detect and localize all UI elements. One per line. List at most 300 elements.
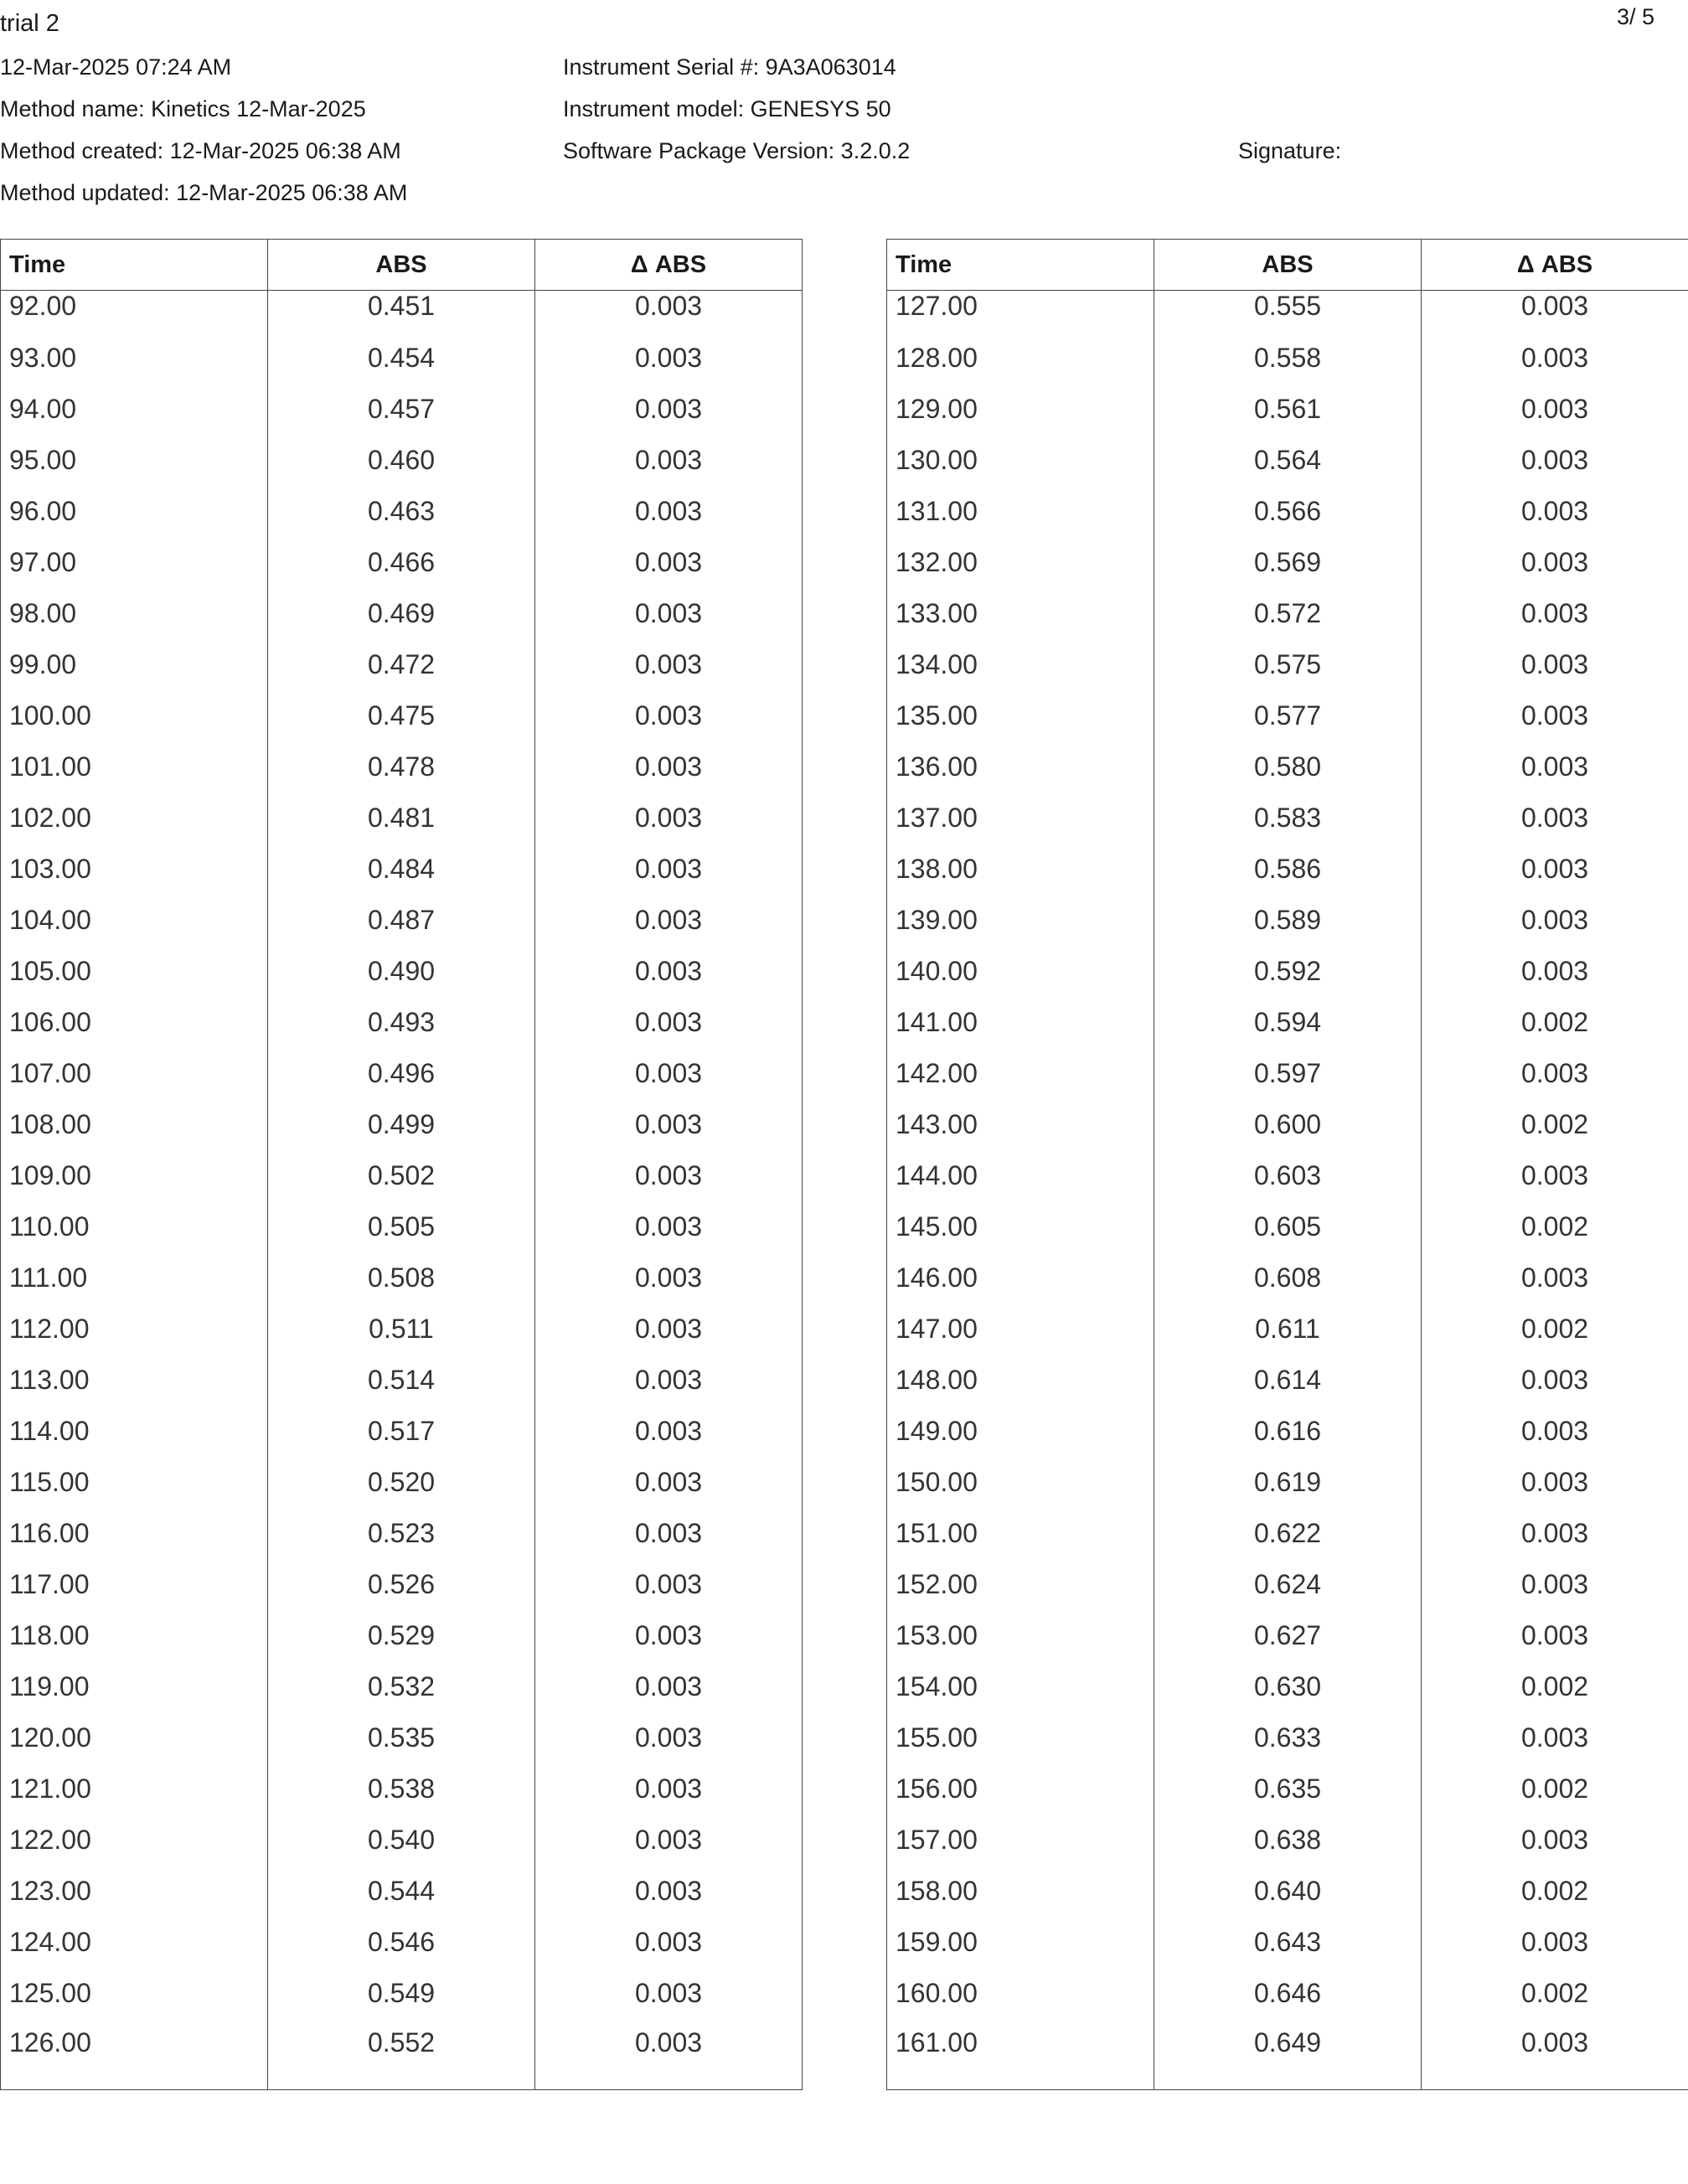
abs-cell: 0.469 <box>268 588 535 639</box>
time-cell: 111.00 <box>1 1252 268 1304</box>
table-row <box>1 1508 803 1559</box>
delta-abs-cell: 0.003 <box>535 435 803 486</box>
delta-abs-cell: 0.003 <box>535 333 803 384</box>
table-row <box>1 639 803 690</box>
time-cell: 150.00 <box>887 1457 1154 1508</box>
table-row <box>887 1661 1688 1712</box>
method-updated: Method updated: 12-Mar-2025 06:38 AM <box>0 180 408 205</box>
report-datetime: 12-Mar-2025 07:24 AM <box>0 54 232 80</box>
abs-cell: 0.538 <box>268 1763 535 1815</box>
delta-abs-cell: 0.003 <box>1422 639 1688 690</box>
table-row <box>1 1201 803 1252</box>
table-row <box>1 997 803 1048</box>
abs-cell: 0.481 <box>268 793 535 844</box>
time-cell: 99.00 <box>1 639 268 690</box>
table-row <box>887 1099 1688 1150</box>
delta-abs-cell: 0.003 <box>535 291 803 333</box>
abs-cell: 0.575 <box>1154 639 1422 690</box>
time-cell: 134.00 <box>887 639 1154 690</box>
table-row <box>887 844 1688 895</box>
time-cell: 126.00 <box>1 2019 268 2090</box>
time-cell: 144.00 <box>887 1150 1154 1201</box>
delta-abs-cell: 0.002 <box>1422 1661 1688 1712</box>
time-cell: 142.00 <box>887 1048 1154 1099</box>
delta-abs-cell: 0.003 <box>1422 1508 1688 1559</box>
table-row <box>1 844 803 895</box>
time-cell: 113.00 <box>1 1355 268 1406</box>
time-cell: 136.00 <box>887 741 1154 793</box>
abs-cell: 0.526 <box>268 1559 535 1610</box>
time-cell: 94.00 <box>1 384 268 435</box>
table-row <box>1 1406 803 1457</box>
time-cell: 92.00 <box>1 291 268 333</box>
table-row <box>1 690 803 741</box>
time-cell: 149.00 <box>887 1406 1154 1457</box>
time-cell: 108.00 <box>1 1099 268 1150</box>
abs-cell: 0.484 <box>268 844 535 895</box>
time-cell: 103.00 <box>1 844 268 895</box>
table-header-row <box>1 240 803 291</box>
delta-abs-cell: 0.003 <box>535 1968 803 2019</box>
abs-cell: 0.546 <box>268 1917 535 1968</box>
abs-cell: 0.493 <box>268 997 535 1048</box>
abs-cell: 0.638 <box>1154 1815 1422 1866</box>
table-row <box>887 1968 1688 2019</box>
table-row <box>887 1406 1688 1457</box>
delta-abs-cell: 0.003 <box>535 741 803 793</box>
delta-abs-cell: 0.002 <box>1422 1968 1688 2019</box>
table-row <box>887 1508 1688 1559</box>
delta-abs-cell: 0.003 <box>1422 741 1688 793</box>
table-row <box>887 1457 1688 1508</box>
column-header-abs: ABS <box>1154 240 1422 291</box>
time-cell: 101.00 <box>1 741 268 793</box>
instrument-serial: Instrument Serial #: 9A3A063014 <box>563 54 896 80</box>
time-cell: 141.00 <box>887 997 1154 1048</box>
time-cell: 138.00 <box>887 844 1154 895</box>
table-row <box>1 1815 803 1866</box>
abs-cell: 0.466 <box>268 537 535 588</box>
table-row <box>887 639 1688 690</box>
table-row <box>1 435 803 486</box>
delta-abs-cell: 0.003 <box>535 537 803 588</box>
time-cell: 112.00 <box>1 1304 268 1355</box>
delta-abs-cell: 0.003 <box>535 1048 803 1099</box>
column-header-abs: ABS <box>268 240 535 291</box>
table-row <box>1 291 803 333</box>
abs-cell: 0.555 <box>1154 291 1422 333</box>
table-row <box>1 1661 803 1712</box>
table-row <box>887 793 1688 844</box>
time-cell: 96.00 <box>1 486 268 537</box>
delta-abs-cell: 0.003 <box>535 1610 803 1661</box>
abs-cell: 0.577 <box>1154 690 1422 741</box>
delta-abs-cell: 0.003 <box>1422 1815 1688 1866</box>
table-row <box>887 1917 1688 1968</box>
table-header-row <box>887 240 1688 291</box>
abs-cell: 0.572 <box>1154 588 1422 639</box>
abs-cell: 0.592 <box>1154 946 1422 997</box>
method-name: Method name: Kinetics 12-Mar-2025 <box>0 96 366 121</box>
time-cell: 157.00 <box>887 1815 1154 1866</box>
abs-cell: 0.605 <box>1154 1201 1422 1252</box>
data-table-left <box>0 239 803 2090</box>
time-cell: 93.00 <box>1 333 268 384</box>
abs-cell: 0.487 <box>268 895 535 946</box>
delta-abs-cell: 0.003 <box>535 1150 803 1201</box>
delta-abs-cell: 0.003 <box>1422 384 1688 435</box>
time-cell: 143.00 <box>887 1099 1154 1150</box>
delta-abs-cell: 0.002 <box>1422 1201 1688 1252</box>
abs-cell: 0.630 <box>1154 1661 1422 1712</box>
delta-abs-cell: 0.003 <box>535 1406 803 1457</box>
table-row <box>887 1048 1688 1099</box>
abs-cell: 0.496 <box>268 1048 535 1099</box>
table-row <box>887 1355 1688 1406</box>
abs-cell: 0.523 <box>268 1508 535 1559</box>
table-row <box>1 946 803 997</box>
table-row <box>887 1815 1688 1866</box>
time-cell: 129.00 <box>887 384 1154 435</box>
delta-abs-cell: 0.003 <box>1422 946 1688 997</box>
abs-cell: 0.566 <box>1154 486 1422 537</box>
abs-cell: 0.511 <box>268 1304 535 1355</box>
table-row <box>1 895 803 946</box>
table-row <box>887 1201 1688 1252</box>
table-row <box>1 1763 803 1815</box>
table-row <box>1 1968 803 2019</box>
delta-abs-cell: 0.003 <box>535 588 803 639</box>
table-row <box>1 1917 803 1968</box>
abs-cell: 0.643 <box>1154 1917 1422 1968</box>
delta-abs-cell: 0.003 <box>535 384 803 435</box>
time-cell: 105.00 <box>1 946 268 997</box>
delta-abs-cell: 0.003 <box>535 1815 803 1866</box>
delta-abs-cell: 0.003 <box>1422 333 1688 384</box>
abs-cell: 0.460 <box>268 435 535 486</box>
time-cell: 123.00 <box>1 1866 268 1917</box>
delta-abs-cell: 0.002 <box>1422 1099 1688 1150</box>
abs-cell: 0.502 <box>268 1150 535 1201</box>
delta-abs-cell: 0.003 <box>1422 2019 1688 2090</box>
time-cell: 119.00 <box>1 1661 268 1712</box>
table-row <box>1 588 803 639</box>
delta-abs-cell: 0.003 <box>1422 1457 1688 1508</box>
abs-cell: 0.535 <box>268 1712 535 1763</box>
table-row <box>887 1610 1688 1661</box>
delta-abs-cell: 0.003 <box>1422 1917 1688 1968</box>
abs-cell: 0.475 <box>268 690 535 741</box>
delta-abs-cell: 0.003 <box>1422 435 1688 486</box>
delta-abs-cell: 0.002 <box>1422 1763 1688 1815</box>
time-cell: 107.00 <box>1 1048 268 1099</box>
abs-cell: 0.478 <box>268 741 535 793</box>
abs-cell: 0.514 <box>268 1355 535 1406</box>
time-cell: 116.00 <box>1 1508 268 1559</box>
delta-abs-cell: 0.003 <box>535 1866 803 1917</box>
abs-cell: 0.635 <box>1154 1763 1422 1815</box>
delta-abs-cell: 0.003 <box>535 946 803 997</box>
table-row <box>887 384 1688 435</box>
abs-cell: 0.649 <box>1154 2019 1422 2090</box>
delta-abs-cell: 0.003 <box>1422 1559 1688 1610</box>
time-cell: 110.00 <box>1 1201 268 1252</box>
time-cell: 148.00 <box>887 1355 1154 1406</box>
report-title: trial 2 <box>0 10 59 37</box>
time-cell: 117.00 <box>1 1559 268 1610</box>
table-row <box>887 537 1688 588</box>
time-cell: 133.00 <box>887 588 1154 639</box>
abs-cell: 0.594 <box>1154 997 1422 1048</box>
time-cell: 158.00 <box>887 1866 1154 1917</box>
table-row <box>1 333 803 384</box>
time-cell: 104.00 <box>1 895 268 946</box>
time-cell: 137.00 <box>887 793 1154 844</box>
time-cell: 131.00 <box>887 486 1154 537</box>
table-row <box>887 435 1688 486</box>
time-cell: 155.00 <box>887 1712 1154 1763</box>
abs-cell: 0.517 <box>268 1406 535 1457</box>
time-cell: 125.00 <box>1 1968 268 2019</box>
delta-abs-cell: 0.003 <box>1422 895 1688 946</box>
delta-abs-cell: 0.002 <box>1422 997 1688 1048</box>
time-cell: 124.00 <box>1 1917 268 1968</box>
column-header-time: Time <box>1 240 268 291</box>
data-table-right <box>886 239 1688 2090</box>
time-cell: 97.00 <box>1 537 268 588</box>
table-row <box>1 537 803 588</box>
table-row <box>887 946 1688 997</box>
time-cell: 128.00 <box>887 333 1154 384</box>
time-cell: 114.00 <box>1 1406 268 1457</box>
time-cell: 161.00 <box>887 2019 1154 2090</box>
table-row <box>887 291 1688 333</box>
table-row <box>1 793 803 844</box>
abs-cell: 0.589 <box>1154 895 1422 946</box>
time-cell: 115.00 <box>1 1457 268 1508</box>
delta-abs-cell: 0.003 <box>535 1304 803 1355</box>
delta-abs-cell: 0.003 <box>535 690 803 741</box>
time-cell: 153.00 <box>887 1610 1154 1661</box>
delta-abs-cell: 0.003 <box>535 895 803 946</box>
abs-cell: 0.614 <box>1154 1355 1422 1406</box>
time-cell: 135.00 <box>887 690 1154 741</box>
table-row <box>1 2019 803 2090</box>
delta-abs-cell: 0.003 <box>535 1763 803 1815</box>
table-row <box>887 1252 1688 1304</box>
table-row <box>1 1457 803 1508</box>
time-cell: 109.00 <box>1 1150 268 1201</box>
time-cell: 130.00 <box>887 435 1154 486</box>
table-row <box>1 384 803 435</box>
time-cell: 127.00 <box>887 291 1154 333</box>
table-row <box>1 1712 803 1763</box>
abs-cell: 0.633 <box>1154 1712 1422 1763</box>
abs-cell: 0.549 <box>268 1968 535 2019</box>
delta-abs-cell: 0.003 <box>1422 1610 1688 1661</box>
time-cell: 132.00 <box>887 537 1154 588</box>
time-cell: 139.00 <box>887 895 1154 946</box>
abs-cell: 0.532 <box>268 1661 535 1712</box>
delta-abs-cell: 0.003 <box>535 486 803 537</box>
abs-cell: 0.454 <box>268 333 535 384</box>
delta-abs-cell: 0.003 <box>535 1508 803 1559</box>
table-row <box>887 895 1688 946</box>
abs-cell: 0.569 <box>1154 537 1422 588</box>
time-cell: 145.00 <box>887 1201 1154 1252</box>
delta-abs-cell: 0.003 <box>1422 588 1688 639</box>
delta-abs-cell: 0.003 <box>535 1355 803 1406</box>
delta-abs-cell: 0.003 <box>535 1252 803 1304</box>
table-row <box>887 1712 1688 1763</box>
table-row <box>887 333 1688 384</box>
table-row <box>1 1150 803 1201</box>
time-cell: 100.00 <box>1 690 268 741</box>
abs-cell: 0.564 <box>1154 435 1422 486</box>
time-cell: 151.00 <box>887 1508 1154 1559</box>
delta-abs-cell: 0.003 <box>1422 844 1688 895</box>
delta-abs-cell: 0.003 <box>535 793 803 844</box>
time-cell: 122.00 <box>1 1815 268 1866</box>
abs-cell: 0.505 <box>268 1201 535 1252</box>
table-row <box>887 486 1688 537</box>
abs-cell: 0.616 <box>1154 1406 1422 1457</box>
time-cell: 98.00 <box>1 588 268 639</box>
delta-abs-cell: 0.003 <box>535 1201 803 1252</box>
abs-cell: 0.451 <box>268 291 535 333</box>
delta-abs-cell: 0.003 <box>535 639 803 690</box>
delta-abs-cell: 0.003 <box>535 997 803 1048</box>
table-row <box>887 997 1688 1048</box>
table-row <box>1 1304 803 1355</box>
time-cell: 159.00 <box>887 1917 1154 1968</box>
signature-label: Signature: <box>1238 138 1342 163</box>
time-cell: 102.00 <box>1 793 268 844</box>
page-number: 3/ 5 <box>1617 4 1655 29</box>
delta-abs-cell: 0.003 <box>1422 486 1688 537</box>
table-row <box>887 1304 1688 1355</box>
abs-cell: 0.558 <box>1154 333 1422 384</box>
table-row <box>1 741 803 793</box>
delta-abs-cell: 0.003 <box>1422 1048 1688 1099</box>
delta-abs-cell: 0.003 <box>535 1712 803 1763</box>
abs-cell: 0.529 <box>268 1610 535 1661</box>
time-cell: 146.00 <box>887 1252 1154 1304</box>
abs-cell: 0.508 <box>268 1252 535 1304</box>
abs-cell: 0.600 <box>1154 1099 1422 1150</box>
abs-cell: 0.624 <box>1154 1559 1422 1610</box>
abs-cell: 0.603 <box>1154 1150 1422 1201</box>
time-cell: 118.00 <box>1 1610 268 1661</box>
abs-cell: 0.544 <box>268 1866 535 1917</box>
abs-cell: 0.457 <box>268 384 535 435</box>
time-cell: 106.00 <box>1 997 268 1048</box>
abs-cell: 0.622 <box>1154 1508 1422 1559</box>
abs-cell: 0.552 <box>268 2019 535 2090</box>
abs-cell: 0.540 <box>268 1815 535 1866</box>
delta-abs-cell: 0.002 <box>1422 1866 1688 1917</box>
abs-cell: 0.472 <box>268 639 535 690</box>
abs-cell: 0.499 <box>268 1099 535 1150</box>
delta-abs-cell: 0.003 <box>1422 793 1688 844</box>
column-header-time: Time <box>887 240 1154 291</box>
table-row <box>1 1559 803 1610</box>
abs-cell: 0.608 <box>1154 1252 1422 1304</box>
time-cell: 152.00 <box>887 1559 1154 1610</box>
table-row <box>1 1252 803 1304</box>
time-cell: 147.00 <box>887 1304 1154 1355</box>
delta-abs-cell: 0.003 <box>1422 690 1688 741</box>
abs-cell: 0.627 <box>1154 1610 1422 1661</box>
abs-cell: 0.580 <box>1154 741 1422 793</box>
abs-cell: 0.490 <box>268 946 535 997</box>
table-row <box>887 1763 1688 1815</box>
abs-cell: 0.463 <box>268 486 535 537</box>
delta-abs-cell: 0.002 <box>1422 1304 1688 1355</box>
table-row <box>887 741 1688 793</box>
table-row <box>887 1559 1688 1610</box>
delta-abs-cell: 0.003 <box>1422 1712 1688 1763</box>
table-row <box>1 1866 803 1917</box>
table-row <box>887 690 1688 741</box>
time-cell: 156.00 <box>887 1763 1154 1815</box>
time-cell: 95.00 <box>1 435 268 486</box>
delta-abs-cell: 0.003 <box>535 1099 803 1150</box>
abs-cell: 0.646 <box>1154 1968 1422 2019</box>
table-row <box>1 1048 803 1099</box>
column-header-delta-abs: Δ ABS <box>535 240 803 291</box>
delta-abs-cell: 0.003 <box>1422 1406 1688 1457</box>
table-row <box>1 1099 803 1150</box>
abs-cell: 0.597 <box>1154 1048 1422 1099</box>
time-cell: 160.00 <box>887 1968 1154 2019</box>
table-row <box>887 588 1688 639</box>
delta-abs-cell: 0.003 <box>535 1661 803 1712</box>
time-cell: 140.00 <box>887 946 1154 997</box>
delta-abs-cell: 0.003 <box>535 844 803 895</box>
delta-abs-cell: 0.003 <box>1422 537 1688 588</box>
table-row <box>887 1150 1688 1201</box>
abs-cell: 0.619 <box>1154 1457 1422 1508</box>
time-cell: 120.00 <box>1 1712 268 1763</box>
delta-abs-cell: 0.003 <box>1422 291 1688 333</box>
table-row <box>1 1610 803 1661</box>
delta-abs-cell: 0.003 <box>535 1559 803 1610</box>
table-row <box>887 1866 1688 1917</box>
table-row <box>1 1355 803 1406</box>
time-cell: 154.00 <box>887 1661 1154 1712</box>
abs-cell: 0.586 <box>1154 844 1422 895</box>
abs-cell: 0.583 <box>1154 793 1422 844</box>
abs-cell: 0.611 <box>1154 1304 1422 1355</box>
delta-abs-cell: 0.003 <box>1422 1355 1688 1406</box>
software-version: Software Package Version: 3.2.0.2 <box>563 138 911 163</box>
abs-cell: 0.520 <box>268 1457 535 1508</box>
delta-abs-cell: 0.003 <box>535 2019 803 2090</box>
method-created: Method created: 12-Mar-2025 06:38 AM <box>0 138 401 163</box>
abs-cell: 0.561 <box>1154 384 1422 435</box>
table-row <box>887 2019 1688 2090</box>
delta-abs-cell: 0.003 <box>1422 1252 1688 1304</box>
delta-abs-cell: 0.003 <box>1422 1150 1688 1201</box>
delta-abs-cell: 0.003 <box>535 1917 803 1968</box>
table-row <box>1 486 803 537</box>
time-cell: 121.00 <box>1 1763 268 1815</box>
column-header-delta-abs: Δ ABS <box>1422 240 1688 291</box>
abs-cell: 0.640 <box>1154 1866 1422 1917</box>
delta-abs-cell: 0.003 <box>535 1457 803 1508</box>
instrument-model: Instrument model: GENESYS 50 <box>563 96 891 121</box>
